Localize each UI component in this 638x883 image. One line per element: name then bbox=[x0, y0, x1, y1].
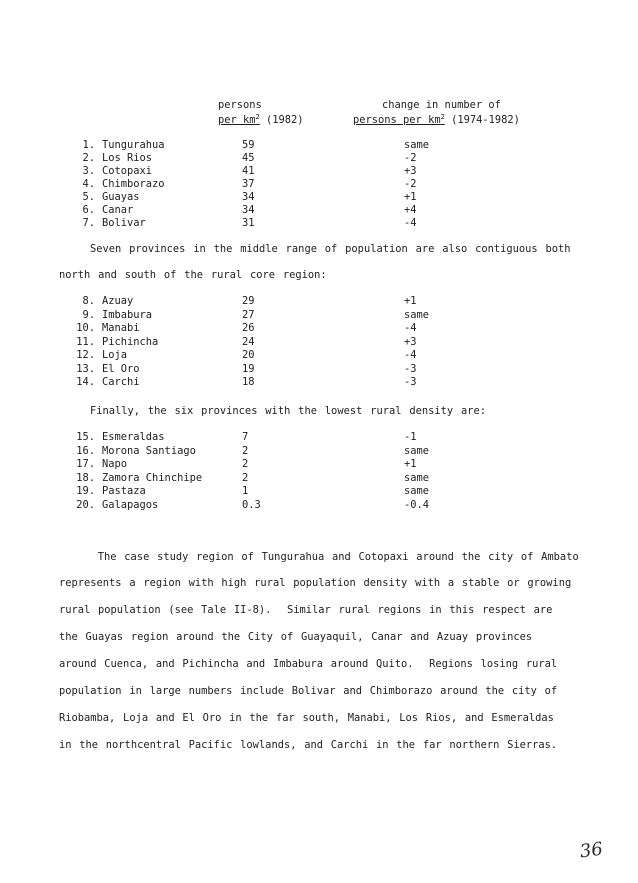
province-name: Morona Santiago bbox=[102, 445, 196, 457]
density-value: 2 bbox=[242, 445, 249, 457]
change-value: same bbox=[404, 445, 430, 457]
change-value: -1 bbox=[404, 431, 417, 443]
change-column-header: change in number of bbox=[382, 99, 501, 111]
density-value: 0.3 bbox=[242, 499, 261, 511]
row-number: 4. bbox=[82, 178, 95, 190]
change-value: +1 bbox=[404, 191, 417, 203]
row-number: 20. bbox=[76, 499, 95, 511]
table-row bbox=[0, 486, 560, 499]
row-number: 3. bbox=[82, 165, 95, 177]
table-row bbox=[0, 218, 560, 231]
paragraph-line: population in large numbers include Bolivar and Chimborazo around the city of bbox=[59, 685, 558, 697]
change-value: same bbox=[404, 309, 430, 321]
text-middle-range-line1: Seven provinces in the middle range of population are also contiguous both bbox=[90, 243, 571, 255]
row-number: 5. bbox=[82, 191, 95, 203]
paragraph-line: around Cuenca, and Pichincha and Imbabura around Quito. Regions losing rural bbox=[59, 658, 558, 670]
change-value: -0.4 bbox=[404, 499, 430, 511]
change-value: +3 bbox=[404, 336, 417, 348]
table-row bbox=[0, 459, 560, 472]
density-value: 29 bbox=[242, 295, 255, 307]
table-row bbox=[0, 432, 560, 445]
page-number: 36 bbox=[578, 838, 605, 863]
paragraph-line: rural population (see Tale II-8). Similar rural regions in this respect are bbox=[59, 604, 553, 616]
change-value: -3 bbox=[404, 363, 417, 375]
province-name: Manabi bbox=[102, 322, 140, 334]
table-row bbox=[0, 377, 560, 390]
paragraph-line: represents a region with high rural population density with a stable or growing bbox=[59, 577, 572, 589]
province-name: Tungurahua bbox=[102, 139, 165, 151]
change-years: (1974-1982) bbox=[444, 114, 520, 126]
density-value: 34 bbox=[242, 204, 255, 216]
row-number: 12. bbox=[76, 349, 95, 361]
density-value: 37 bbox=[242, 178, 255, 190]
row-number: 18. bbox=[76, 472, 95, 484]
row-number: 2. bbox=[82, 152, 95, 164]
province-name: Esmeraldas bbox=[102, 431, 165, 443]
density-value: 20 bbox=[242, 349, 255, 361]
density-column-header: persons bbox=[218, 99, 262, 111]
paragraph-line: The case study region of Tungurahua and Cotopaxi around the city of Ambato bbox=[59, 551, 579, 563]
row-number: 6. bbox=[82, 204, 95, 216]
density-unit-text: per $km^2$ bbox=[218, 113, 260, 126]
row-number: 8. bbox=[82, 295, 95, 307]
change-value: +3 bbox=[404, 165, 417, 177]
province-name: Pastaza bbox=[102, 485, 146, 497]
province-name: El Oro bbox=[102, 363, 140, 375]
change-value: -3 bbox=[404, 376, 417, 388]
province-name: Galapagos bbox=[102, 499, 159, 511]
paragraph-line: in the northcentral Pacific lowlands, and Carchi in the far northern Sierras. bbox=[59, 739, 558, 751]
province-name: Cotopaxi bbox=[102, 165, 153, 177]
row-number: 7. bbox=[82, 217, 95, 229]
row-number: 13. bbox=[76, 363, 95, 375]
change-value: same bbox=[404, 485, 430, 497]
density-value: 24 bbox=[242, 336, 255, 348]
row-number: 15. bbox=[76, 431, 95, 443]
density-value: 26 bbox=[242, 322, 255, 334]
density-year: (1982) bbox=[259, 114, 304, 126]
density-value: 34 bbox=[242, 191, 255, 203]
province-name: Los Rios bbox=[102, 152, 153, 164]
text-middle-range-line2: north and south of the rural core region: bbox=[59, 269, 327, 281]
change-value: -4 bbox=[404, 217, 417, 229]
text-lowest-density: Finally, the six provinces with the lowest rural density are: bbox=[90, 405, 486, 417]
province-name: Canar bbox=[102, 204, 134, 216]
density-value: 31 bbox=[242, 217, 255, 229]
province-name: Azuay bbox=[102, 295, 134, 307]
change-value: +4 bbox=[404, 204, 417, 216]
row-number: 11. bbox=[76, 336, 95, 348]
density-value: 2 bbox=[242, 472, 249, 484]
change-column-unit bbox=[353, 115, 520, 125]
change-value: -4 bbox=[404, 322, 417, 334]
row-number: 19. bbox=[76, 485, 95, 497]
density-value: 2 bbox=[242, 458, 249, 470]
density-value: 41 bbox=[242, 165, 255, 177]
province-name: Napo bbox=[102, 458, 128, 470]
table-row bbox=[0, 350, 560, 363]
province-name: Guayas bbox=[102, 191, 140, 203]
density-value: 45 bbox=[242, 152, 255, 164]
change-unit-text: persons per $km^2$ bbox=[353, 113, 445, 126]
row-number: 17. bbox=[76, 458, 95, 470]
paragraph-line: Riobamba, Loja and El Oro in the far south, Manabi, Los Rios, and Esmeraldas bbox=[59, 712, 554, 724]
row-number: 1. bbox=[82, 139, 95, 151]
density-column-unit bbox=[218, 115, 304, 125]
change-value: same bbox=[404, 472, 430, 484]
paragraph-line: the Guayas region around the City of Guayaquil, Canar and Azuay provinces bbox=[59, 631, 533, 643]
row-number: 14. bbox=[76, 376, 95, 388]
change-value: +1 bbox=[404, 295, 417, 307]
province-name: Loja bbox=[102, 349, 128, 361]
change-value: same bbox=[404, 139, 430, 151]
change-value: -2 bbox=[404, 178, 417, 190]
row-number: 10. bbox=[76, 322, 95, 334]
change-value: -4 bbox=[404, 349, 417, 361]
province-name: Bolivar bbox=[102, 217, 146, 229]
table-row bbox=[0, 296, 560, 309]
density-value: 1 bbox=[242, 485, 249, 497]
density-value: 7 bbox=[242, 431, 249, 443]
province-name: Pichincha bbox=[102, 336, 159, 348]
table-row bbox=[0, 323, 560, 336]
province-name: Chimborazo bbox=[102, 178, 165, 190]
change-value: +1 bbox=[404, 458, 417, 470]
density-value: 27 bbox=[242, 309, 255, 321]
row-number: 16. bbox=[76, 445, 95, 457]
density-value: 19 bbox=[242, 363, 255, 375]
row-number: 9. bbox=[82, 309, 95, 321]
change-value: -2 bbox=[404, 152, 417, 164]
table-row bbox=[0, 500, 560, 513]
density-value: 18 bbox=[242, 376, 255, 388]
province-name: Imbabura bbox=[102, 309, 153, 321]
province-name: Zamora Chinchipe bbox=[102, 472, 203, 484]
province-name: Carchi bbox=[102, 376, 140, 388]
density-value: 59 bbox=[242, 139, 255, 151]
